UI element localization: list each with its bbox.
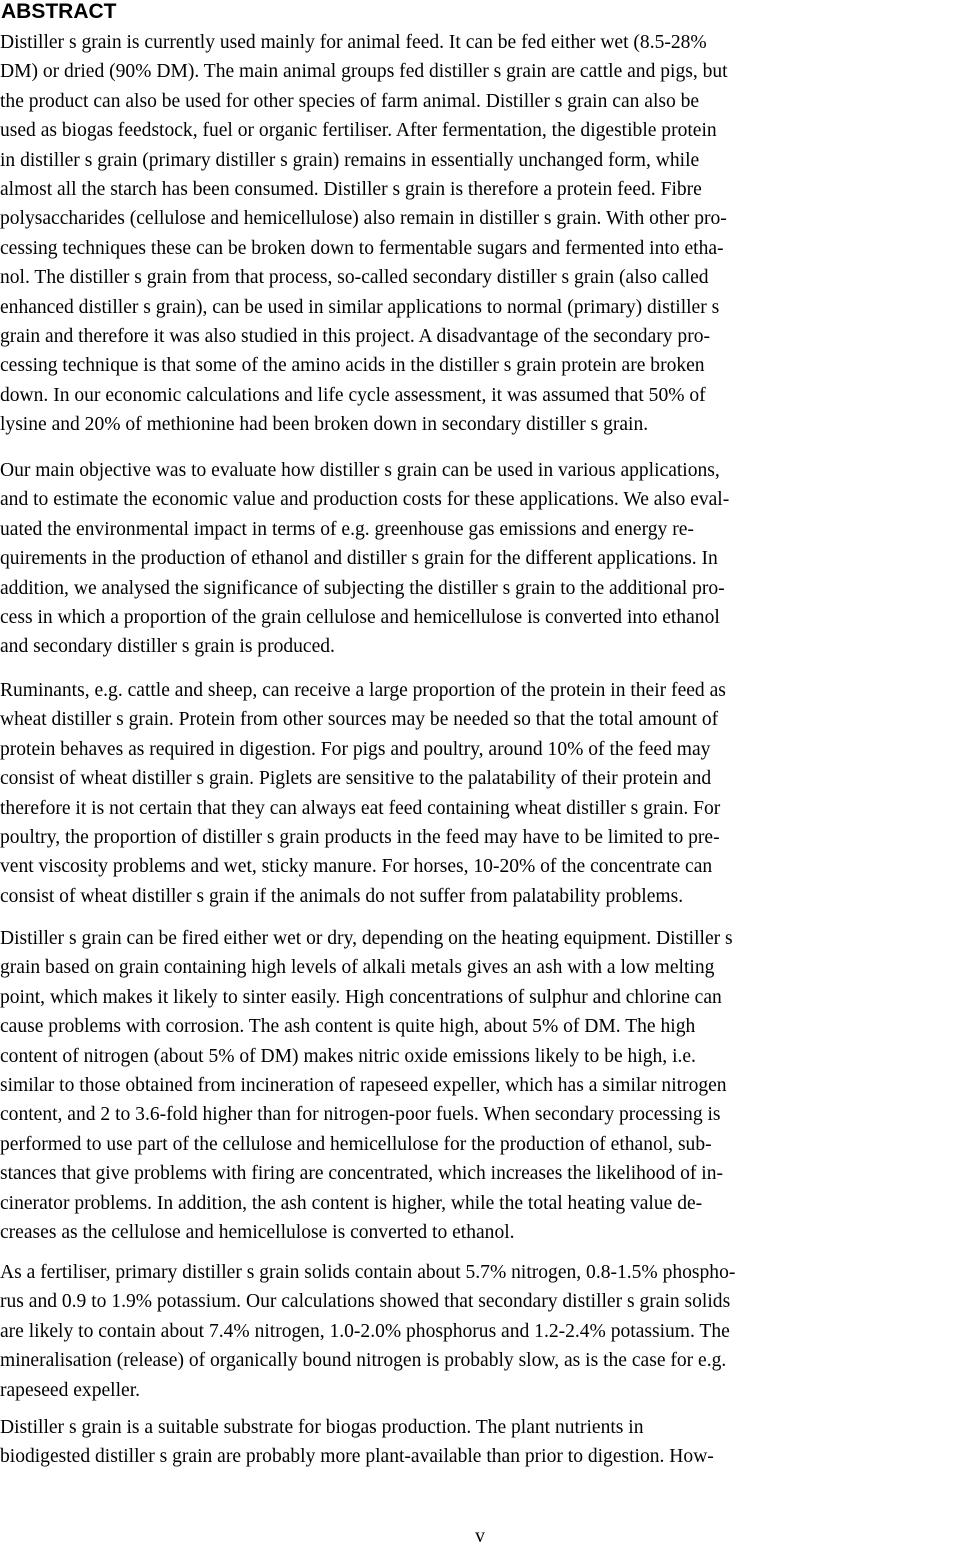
text-line: and secondary distiller s grain is produced. <box>0 636 335 658</box>
text-line: performed to use part of the cellulose and hemicellulose for the production of ethanol, sub- <box>0 1133 712 1155</box>
text-line: protein behaves as required in digestion. For pigs and poultry, around 10% of the feed may <box>0 738 711 760</box>
text-line: used as biogas feedstock, fuel or organic fertiliser. After fermentation, the digestible protein <box>0 120 717 142</box>
text-line: Distiller s grain can be fired either wet or dry, depending on the heating equipment. Distiller s <box>0 928 733 949</box>
text-line: the product can also be used for other species of farm animal. Distiller s grain can also be <box>0 90 700 112</box>
text-line: down. In our economic calculations and life cycle assessment, it was assumed that 50% of <box>0 384 706 406</box>
text-line: cessing technique is that some of the amino acids in the distiller s grain protein are broken <box>0 355 705 377</box>
text-line: quirements in the production of ethanol and distiller s grain for the different applications. In <box>0 548 718 570</box>
text-line: are likely to contain about 7.4% nitrogen, 1.0-2.0% phosphorus and 1.2-2.4% potassium. The <box>0 1320 730 1342</box>
text-line: almost all the starch has been consumed. Distiller s grain is therefore a protein feed. Fibre <box>0 178 702 200</box>
page-number: v <box>475 1526 485 1547</box>
text-line: vent viscosity problems and wet, sticky manure. For horses, 10-20% of the concentrate can <box>0 856 713 878</box>
text-line: cessing techniques these can be broken down to fermentable sugars and fermented into etha- <box>0 237 724 259</box>
text-line: polysaccharides (cellulose and hemicellulose) also remain in distiller s grain. With other pro- <box>0 208 727 230</box>
text-line: grain and therefore it was also studied in this project. A disadvantage of the secondary pro- <box>0 325 710 347</box>
text-line: Distiller s grain is a suitable substrate for biogas production. The plant nutrients in <box>0 1417 644 1438</box>
paragraph-main-objective <box>0 456 960 662</box>
text-line: cess in which a proportion of the grain cellulose and hemicellulose is converted into ethanol <box>0 606 720 628</box>
text-line: and to estimate the economic value and production costs for these applications. We also eval- <box>0 489 730 511</box>
paragraph-firing <box>0 924 960 1247</box>
text-line: consist of wheat distiller s grain. Piglets are sensitive to the palatability of their protein and <box>0 768 712 790</box>
text-line: biodigested distiller s grain are probably more plant-available than prior to digestion. How- <box>0 1446 714 1468</box>
text-line: rus and 0.9 to 1.9% potassium. Our calculations showed that secondary distiller s grain solids <box>0 1291 731 1313</box>
text-line: stances that give problems with firing are concentrated, which increases the likelihood of in- <box>0 1163 723 1185</box>
text-line: grain based on grain containing high levels of alkali metals gives an ash with a low melting <box>0 957 715 979</box>
text-line: cinerator problems. In addition, the ash content is higher, while the total heating value de- <box>0 1192 703 1214</box>
text-line: point, which makes it likely to sinter easily. High concentrations of sulphur and chlorine can <box>0 986 722 1008</box>
text-line: poultry, the proportion of distiller s grain products in the feed may have to be limited to pre- <box>0 826 720 848</box>
text-line: rapeseed expeller. <box>0 1379 141 1401</box>
text-line: As a fertiliser, primary distiller s grain solids contain about 5.7% nitrogen, 0.8-1.5% phospho- <box>0 1262 736 1283</box>
paragraph-distillers-grain-uses <box>0 28 960 439</box>
text-line: addition, we analysed the significance of subjecting the distiller s grain to the additional pro- <box>0 577 725 599</box>
text-line: therefore it is not certain that they can always eat feed containing wheat distiller s grain. For <box>0 797 721 819</box>
text-line: uated the environmental impact in terms of e.g. greenhouse gas emissions and energy re- <box>0 518 694 540</box>
text-line: lysine and 20% of methionine had been broken down in secondary distiller s grain. <box>0 414 649 436</box>
text-line: enhanced distiller s grain), can be used in similar applications to normal (primary) distiller s <box>0 296 720 318</box>
text-line: creases as the cellulose and hemicellulose is converted to ethanol. <box>0 1221 515 1243</box>
text-line: content, and 2 to 3.6-fold higher than for nitrogen-poor fuels. When secondary processing is <box>0 1104 721 1126</box>
text-line: content of nitrogen (about 5% of DM) makes nitric oxide emissions likely to be high, i.e. <box>0 1045 696 1067</box>
text-line: nol. The distiller s grain from that process, so-called secondary distiller s grain (also called <box>0 267 709 289</box>
text-line: Distiller s grain is currently used mainly for animal feed. It can be fed either wet (8.5-28% <box>0 32 707 53</box>
paragraph-fertiliser <box>0 1258 960 1405</box>
text-line: mineralisation (release) of organically bound nitrogen is probably slow, as is the case for e.g. <box>0 1350 727 1372</box>
section-heading: ABSTRACT <box>1 0 117 23</box>
paragraph-biogas <box>0 1413 960 1472</box>
text-line: wheat distiller s grain. Protein from other sources may be needed so that the total amount of <box>0 709 719 731</box>
text-line: in distiller s grain (primary distiller s grain) remains in essentially unchanged form, while <box>0 149 700 171</box>
text-line: similar to those obtained from incineration of rapeseed expeller, which has a similar nitrogen <box>0 1074 727 1096</box>
text-line: DM) or dried (90% DM). The main animal groups fed distiller s grain are cattle and pigs, but <box>0 61 728 83</box>
paragraph-ruminants-feed <box>0 676 960 911</box>
text-line: consist of wheat distiller s grain if the animals do not suffer from palatability problems. <box>0 885 684 907</box>
text-line: cause problems with corrosion. The ash content is quite high, about 5% of DM. The high <box>0 1016 696 1038</box>
text-line: Our main objective was to evaluate how distiller s grain can be used in various applications, <box>0 460 720 481</box>
text-line: Ruminants, e.g. cattle and sheep, can receive a large proportion of the protein in their feed as <box>0 680 726 701</box>
